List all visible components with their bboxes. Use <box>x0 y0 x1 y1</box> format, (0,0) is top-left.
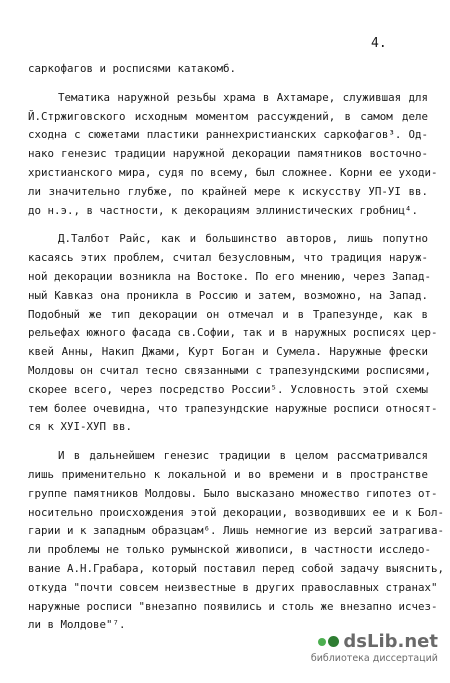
text-line: Молдовы он считал тесно связанными с трапезундскими росписями, <box>28 363 432 377</box>
text-line: откуда "почти совсем неизвестные в других православных странах" <box>28 580 438 594</box>
text-line: касаясь этих проблем, считал безусловным, что традиция наруж- <box>28 251 428 265</box>
text-line: квей Анны, Накип Джами, Курт Боган и Сумела. Наружные фрески <box>28 345 428 359</box>
text-line: до н.э., в частности, к декорациям эллинистических гробниц⁴. <box>28 203 419 217</box>
text-line: ли значительно глубже, по крайней мере к искусству УП-УI вв. <box>28 184 428 198</box>
text-line: рельефах южного фасада св.Софии, так и в наружных росписях цер- <box>28 326 438 340</box>
text-line: ся к ХУI-ХУП вв. <box>28 420 133 434</box>
text-line: И в дальнейшем генезис традиции в целом рассматривался <box>58 449 428 463</box>
text-line: ный Кавказ она проникла в Россию и затем, возможно, на Запад. <box>28 288 428 302</box>
text-line: тем более очевидна, что трапезундские наружные росписи относят- <box>28 401 438 415</box>
text-line: Д.Талбот Райс, как и большинство авторов, лишь попутно <box>58 232 428 246</box>
text-line: нако генезис традиции наружной декорации памятников восточно- <box>28 147 428 161</box>
text-line: Подобный же тип декорации он отмечал и в Трапезунде, как в <box>28 307 428 321</box>
text-line: Тематика наружной резьбы храма в Ахтамаре, служившая для <box>58 90 428 104</box>
text-line: ли проблемы не только румынской живописи, в частности исследо- <box>28 543 432 557</box>
text-line: сходна с сюжетами пластики раннехристианских саркофагов³. Од- <box>28 128 428 142</box>
text-line: гарии и к западным образцам⁶. Лишь немногие из версий затрагива- <box>28 524 445 538</box>
text-line: носительно происхождения этой декорации, возводивших ее и к Бол- <box>28 505 445 519</box>
dslib-logo-icon <box>318 636 339 647</box>
text-line: ли в Молдове"⁷. <box>28 618 126 632</box>
watermark <box>298 631 438 675</box>
text-line: наружные росписи "внезапно появились и столь же внезапно исчез- <box>28 599 438 613</box>
body-text <box>28 60 445 635</box>
text-line: лишь применительно к локальной и во времени и в пространстве <box>28 467 428 481</box>
text-line: христианского мира, судя по всему, был сложнее. Корни ее уходи- <box>28 165 438 179</box>
text-line: скорее всего, через посредство России⁵. Условность этой схемы <box>28 382 428 396</box>
watermark-brand: dsLib.net <box>343 631 438 652</box>
text-line: ной декорации возникла на Востоке. По его мнению, через Запад- <box>28 269 432 283</box>
page-number: 4. <box>371 36 387 51</box>
text-line: группе памятников Молдовы. Было высказано множество гипотез от- <box>28 486 438 500</box>
text-line: Й.Стржиговского исходным моментом рассуждений, в самом деле <box>28 109 428 123</box>
text-line: вание А.Н.Грабара, который поставил перед собой задачу выяснить, <box>28 561 445 575</box>
watermark-subtitle: библиотека диссертаций <box>310 653 438 664</box>
text-line: саркофагов и росписями катакомб. <box>28 62 237 75</box>
